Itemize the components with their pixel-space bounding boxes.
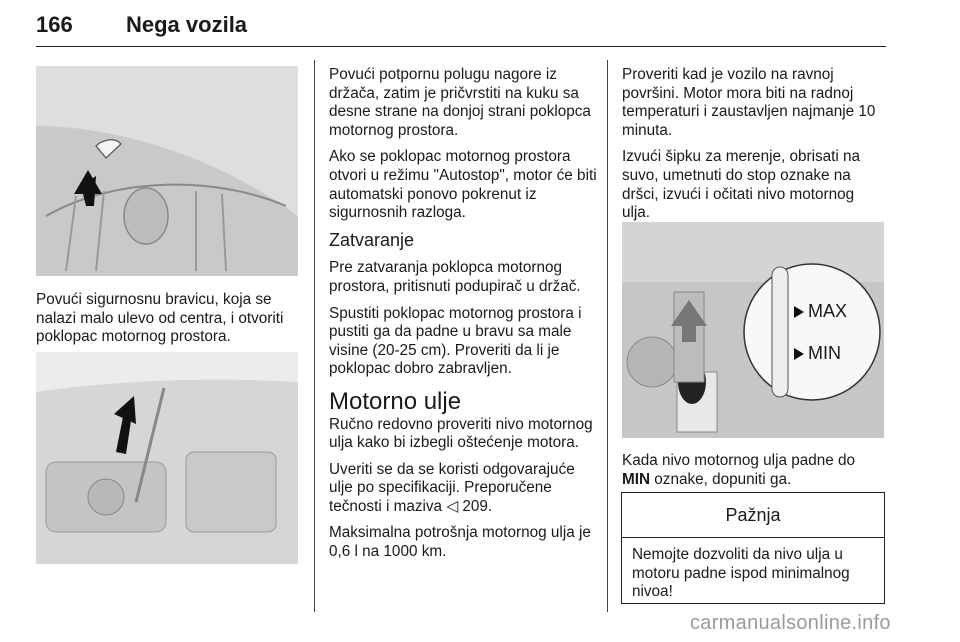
dipstick-illustration bbox=[622, 222, 884, 438]
column-3-text-lower bbox=[622, 452, 884, 497]
section-title: Nega vozila bbox=[126, 12, 248, 37]
oil-check-paragraph: Ručno redovno proveriti nivo motornog ulja kako bi izbegli oštećenje motora. bbox=[329, 415, 593, 452]
closing-heading: Zatvaranje bbox=[329, 229, 415, 250]
footer-watermark: carmanualsonline.info bbox=[690, 612, 891, 634]
column-2-text bbox=[329, 66, 599, 570]
page-header bbox=[36, 10, 886, 47]
notice-body: Nemojte dozvoliti da nivo ulja u motoru padne ispod minimalnog nivoa! bbox=[632, 546, 850, 601]
oil-spec-text: Uveriti se da se koristi odgovarajuće ulje po specifikaciji. Preporučene tečnosti i maziva bbox=[329, 460, 575, 515]
level-surface-paragraph: Proveriti kad je vozilo na ravnoj površini. Motor mora biti na radnoj temperaturi i zaustavljen najmanje 10 minuta. bbox=[622, 66, 876, 139]
hood-release-drawing bbox=[36, 66, 298, 276]
column-3-text bbox=[622, 66, 884, 231]
min-label-bold: MIN bbox=[622, 470, 651, 488]
hood-release-caption: Povući sigurnosnu bravicu, koja se nalazi malo ulevo od centra, i otvoriti poklopac motornog prostora. bbox=[36, 291, 284, 346]
page-reference-number[interactable]: 209. bbox=[462, 497, 493, 515]
min-refill-text-end: oznake, dopuniti ga. bbox=[654, 470, 792, 488]
column-divider bbox=[314, 60, 315, 612]
min-refill-text: Kada nivo motornog ulja padne do bbox=[622, 452, 856, 469]
dipstick-paragraph: Izvući šipku za merenje, obrisati na suvo, umetnuti do stop oznake na dršci, izvući i očitati nivo motornog ulja. bbox=[622, 148, 861, 222]
page-number: 166 bbox=[36, 12, 73, 37]
closing-paragraph-2: Spustiti poklopac motornog prostora i pustiti ga da padne u bravu sa male visine (20-25 cm). Proveriti da li je poklopac dobro zabravljen. bbox=[329, 304, 582, 378]
notice-title: Pažnja bbox=[622, 493, 884, 538]
closing-paragraph-1: Pre zatvaranja poklopca motornog prostora, pritisnuti podupirač u držač. bbox=[329, 259, 581, 295]
oil-consumption-paragraph: Maksimalna potrošnja motornog ulja je 0,6 l na 1000 km. bbox=[329, 524, 591, 561]
support-rod-paragraph: Povući potpornu polugu nagore iz držača, zatim je pričvrstiti na kuku sa desne strane na donjoj strani poklopca motornog prostora. bbox=[329, 66, 591, 139]
notice-box bbox=[621, 492, 885, 604]
min-refill-paragraph bbox=[622, 452, 884, 489]
engine-oil-heading: Motorno ulje bbox=[329, 387, 462, 415]
hood-release-illustration bbox=[36, 66, 298, 276]
dipstick-max-label: MAX bbox=[808, 301, 848, 321]
dipstick-drawing bbox=[622, 222, 884, 438]
page-reference-icon: ◁ bbox=[446, 497, 459, 515]
hood-support-illustration bbox=[36, 352, 298, 564]
dipstick-min-label: MIN bbox=[808, 343, 841, 363]
oil-spec-paragraph bbox=[329, 461, 599, 517]
column-divider bbox=[607, 60, 608, 612]
hood-support-drawing bbox=[36, 352, 298, 564]
autostop-paragraph: Ako se poklopac motornog prostora otvori u režimu "Autostop", motor će biti automatski ponovo pokrenut iz sigurnosnih razloga. bbox=[329, 148, 597, 222]
column-1-text bbox=[36, 291, 306, 355]
